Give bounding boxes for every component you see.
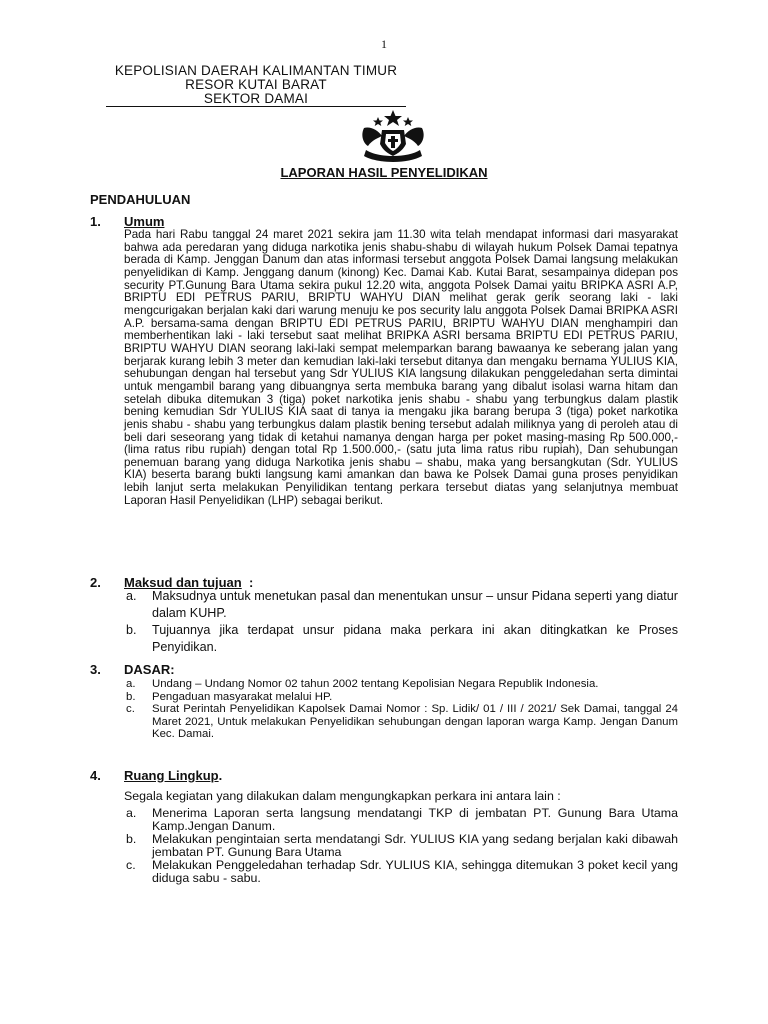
list-ruang: [124, 807, 678, 884]
list-item-label: a.: [126, 806, 137, 820]
list-item-label: c.: [126, 857, 136, 872]
police-emblem-icon: [356, 110, 430, 168]
document-title: LAPORAN HASIL PENYELIDIKAN: [280, 165, 488, 180]
page-number: 1: [381, 37, 387, 51]
section-title-dasar: DASAR:: [124, 662, 175, 677]
ruang-intro: Segala kegiatan yang dilakukan dalam mengungkapkan perkara ini antara lain :: [124, 789, 561, 803]
list-item: [124, 807, 678, 833]
list-item-text: Menerima Laporan serta langsung mendatangi TKP di jembatan PT. Gunung Bara Utama Kamp.Jengan Danum.: [152, 806, 678, 833]
list-item: [124, 859, 678, 885]
list-item-label: a.: [126, 678, 136, 690]
list-item-label: b.: [126, 831, 137, 846]
letterhead: [106, 64, 406, 107]
section-title-ruang: [124, 768, 222, 783]
list-item: [124, 691, 678, 704]
section-title-ruang-suffix: .: [218, 768, 223, 783]
section-number-umum: 1.: [90, 214, 101, 229]
section-heading-pendahuluan: PENDAHULUAN: [90, 192, 191, 207]
list-item-label: c.: [126, 703, 135, 716]
list-item-text: Maksudnya untuk menetukan pasal dan menentukan unsur – unsur Pidana seperti yang diatur dalam KUHP.: [152, 589, 678, 620]
paragraph-umum: Pada hari Rabu tanggal 24 maret 2021 sekira jam 11.30 wita telah mendapat informasi dari masyarakat bahwa ada peredaran yang diduga narkotika jenis shabu-shabu di wilayah hukum Polsek Damai tepatnya berada di Kamp. Jenggan Danum dan atas informasi tersebut anggota Polsek Damai langsung melakukan penyelidikan di Kamp. Jenggang danum (kinong) Kec. Damai Kab. Kutai Barat, sesampainya didepan pos security PT.Gunung Bara Utama sekira pukul 12.20 wita, anggota Polsek Damai yaitu BRIPKA ASRI A.P, BRIPTU EDI PETRUS PARIU, BRIPTU WAHYU DIAN melihat gerak gerik seorang laki - laki mengcurigakan berjalan kaki dari warung menuju ke pos security lalu anggota Polsek Damai BRIPKA ASRI A.P. bersama-sama dengan BRIPTU EDI PETRUS PARIU, BRIPTU WAHYU DIAN menghampiri dan memberhentikan laki - laki tersebut saat melihat BRIPKA ASRI bersama BRIPTU EDI PETRUS PARIU, BRIPTU WAHYU DIAN seorang laki-laki sempat melemparkan barang bawaanya ke seberang jalan yang berjarak kurang lebih 3 meter dan kemudian laki-laki tersebut ditanya dan mengaku bernama YULIUS KIA, sehubungan dengan hal tersebut yang Sdr YULIUS KIA langsung dilakukan penggeledahan serta dimintai untuk mengambil barang yang dibuangnya serta membuka barang yang dibalut isolasi warna hitam dan setelah dibuka ditemukan 3 (tiga) poket narkotika jenis shabu - shabu yang terbungkus dalam plastik bening kemudian Sdr YULIUS KIA saat di tanya ia mengaku jika barang berupa 3 (tiga) poket narkotika jenis shabu - shabu yang terbungkus dalam plastik bening tersebut adalah miliknya yang di peroleh atau di beli dari seseorang yang tidak di ketahui namanya dengan harga per poket masing-masing Rp 500.000,- (lima ratus ribu rupiah) dengan total Rp 1.500.000,- (satu juta lima ratus ribu rupiah), Dan sehubungan penemuan barang yang diduga Narkotika jenis shabu – shabu, maka yang bersangkutan (Sdr. YULIUS KIA) beserta barang bukti langsung kami amankan dan bawa ke Polsek Damai guna proses penyidikan lebih lanjut serta melakukan Penyilidikan tentang perkara tersebut diatas yang selanjutnya membuat Laporan Hasil Penyelidikan (LHP) sebagai berikut.: [124, 228, 678, 507]
list-dasar: [124, 678, 678, 741]
list-item-text: Melakukan pengintaian serta mendatangi Sdr. YULIUS KIA yang sedang berjalan kaki dibawah jembatan PT. Gunung Bara Utama: [152, 831, 678, 859]
list-item: [124, 622, 678, 656]
section-title-maksud-text: Maksud dan tujuan: [124, 575, 242, 590]
list-item-text: Pengaduan masyarakat melalui HP.: [152, 690, 333, 703]
list-item: [124, 678, 678, 691]
section-title-ruang-text: Ruang Lingkup: [124, 768, 219, 783]
list-item-label: b.: [126, 690, 136, 703]
section-number-ruang: 4.: [90, 768, 101, 783]
list-item-label: a.: [126, 589, 137, 603]
list-item: [124, 833, 678, 859]
list-item-text: Melakukan Penggeledahan terhadap Sdr. YULIUS KIA, sehingga ditemukan 3 poket kecil yang diduga sabu - sabu.: [152, 857, 678, 885]
list-item: [124, 588, 678, 622]
list-item-label: b.: [126, 623, 137, 637]
list-item: [124, 703, 678, 741]
letterhead-line-1: KEPOLISIAN DAERAH KALIMANTAN TIMUR: [114, 63, 398, 78]
section-title-maksud-colon: :: [248, 575, 254, 590]
list-maksud: [124, 588, 678, 656]
letterhead-line-3: SEKTOR DAMAI: [106, 92, 406, 107]
section-number-dasar: 3.: [90, 662, 101, 677]
section-title-umum: Umum: [124, 214, 165, 229]
list-item-text: Tujuannya jika terdapat unsur pidana maka perkara ini akan ditingkatkan ke Proses Penyidikan.: [152, 623, 678, 654]
list-item-text: Surat Perintah Penyelidikan Kapolsek Damai Nomor : Sp. Lidik/ 01 / III / 2021/ Sek Damai, tanggal 24 Maret 2021, Untuk melakukan Penyelidikan sehubungan dengan laporan warga Kamp. Jengan Danum Kec. Damai.: [152, 703, 678, 741]
list-item-text: Undang – Undang Nomor 02 tahun 2002 tentang Kepolisian Negara Republik Indonesia.: [152, 678, 599, 690]
letterhead-line-2: RESOR KUTAI BARAT: [185, 77, 327, 92]
section-number-maksud: 2.: [90, 575, 101, 590]
